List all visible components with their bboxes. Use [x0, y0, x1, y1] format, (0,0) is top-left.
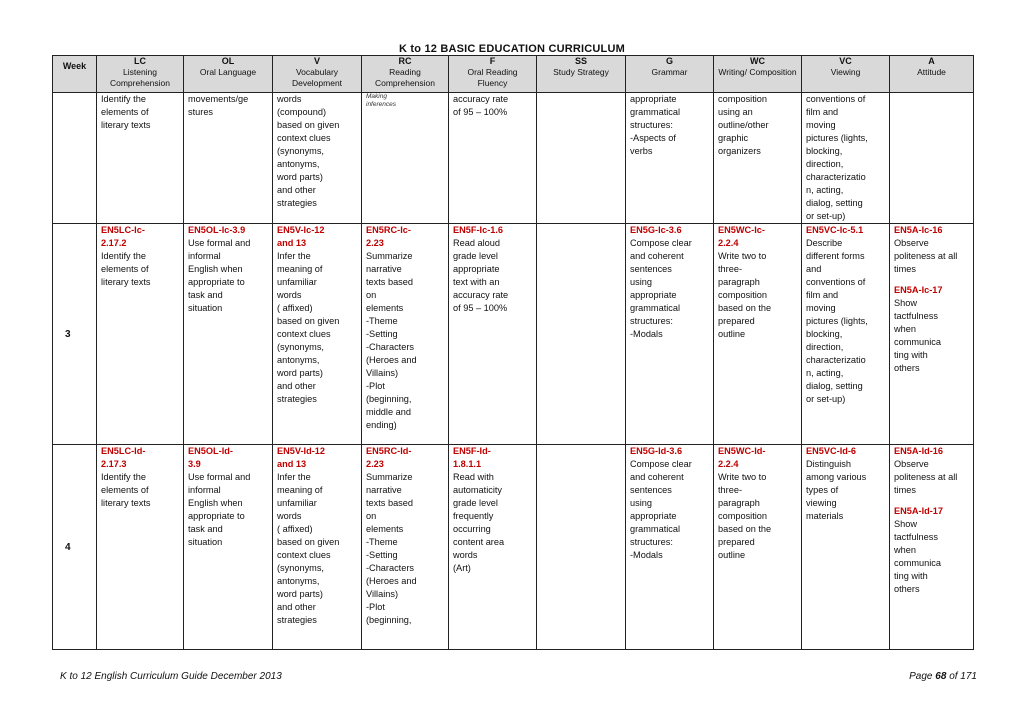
- competency-code: EN5F-Ic-1.6: [453, 225, 504, 235]
- competency-text: Observe: [894, 238, 929, 248]
- cell-text-line: grammatical: [630, 107, 681, 117]
- competency-text: Villains): [366, 589, 398, 599]
- competency-text: grade level: [453, 251, 498, 261]
- competency-text: Identify the: [101, 472, 146, 482]
- competency-text: appropriate: [630, 511, 677, 521]
- competency-text: -Setting: [366, 329, 398, 339]
- competency-code: and 13: [277, 238, 307, 248]
- header-ss: SS Study Strategy: [537, 56, 626, 93]
- competency-text: strategies: [277, 394, 317, 404]
- competency-text: words: [277, 290, 302, 300]
- competency-code: 1.8.1.1: [453, 459, 482, 469]
- competency-text: meaning of: [277, 264, 323, 274]
- competency-code: EN5WC-Id-: [718, 446, 766, 456]
- competency-code: EN5OL-Ic-3.9: [188, 225, 246, 235]
- cell-rc: [362, 224, 449, 445]
- header-row: [53, 56, 974, 93]
- header-g: G Grammar: [626, 56, 714, 93]
- cell-v: [273, 93, 362, 224]
- competency-text: composition: [718, 511, 768, 521]
- competency-text: based on given: [277, 537, 340, 547]
- competency-code: 2.17.2: [101, 238, 127, 248]
- competency-text: (synonyms,: [277, 342, 324, 352]
- competency-text: frequently: [453, 511, 494, 521]
- header-a: A Attitude: [890, 56, 974, 93]
- competency-text: prepared: [718, 316, 755, 326]
- competency-text: structures:: [630, 316, 673, 326]
- competency-text: literary texts: [101, 277, 151, 287]
- competency-text: literary texts: [101, 498, 151, 508]
- cell-text-line: direction,: [806, 159, 844, 169]
- competency-text: Summarize: [366, 251, 413, 261]
- competency-text: paragraph: [718, 498, 760, 508]
- competency-text: Distinguish: [806, 459, 851, 469]
- competency-code: 2.17.3: [101, 459, 127, 469]
- week-number: 3: [53, 224, 97, 445]
- competency-text: Describe: [806, 238, 843, 248]
- header-lc: LC Listening Comprehension: [97, 56, 184, 93]
- cell-text-line: conventions of: [806, 94, 866, 104]
- cell-text-line: graphic: [718, 133, 749, 143]
- competency-code: EN5A-Ic-17: [894, 285, 943, 295]
- cell-vc: [802, 224, 890, 445]
- competency-text: times: [894, 485, 916, 495]
- competency-text: on: [366, 290, 377, 300]
- competency-text: and coherent: [630, 472, 684, 482]
- competency-text: -Characters: [366, 563, 414, 573]
- competency-text: communica: [894, 558, 941, 568]
- header-week: Week: [53, 56, 97, 93]
- competency-text: unfamiliar: [277, 498, 317, 508]
- competency-text: -Theme: [366, 316, 398, 326]
- competency-text: structures:: [630, 537, 673, 547]
- cell-text-line: accuracy rate: [453, 94, 509, 104]
- competency-text: ( affixed): [277, 303, 313, 313]
- table-row-week-3: [53, 224, 974, 445]
- competency-text: word parts): [277, 368, 323, 378]
- cell-ol: [184, 445, 273, 650]
- cell-text-line: moving: [806, 120, 836, 130]
- cell-text-line: words: [277, 94, 302, 104]
- competency-text: words: [453, 550, 478, 560]
- competency-code: 2.23: [366, 459, 384, 469]
- cell-a: [890, 224, 974, 445]
- cell-text-line: inferences: [366, 101, 396, 108]
- document-title: K to 12 BASIC EDUCATION CURRICULUM: [399, 43, 625, 55]
- cell-text-line: pictures (lights,: [806, 133, 868, 143]
- competency-code: EN5RC-Ic-: [366, 225, 411, 235]
- competency-text: -Characters: [366, 342, 414, 352]
- cell-text-line: based on given: [277, 120, 340, 130]
- cell-text-line: outline/other: [718, 120, 769, 130]
- competency-text: Use formal and: [188, 238, 251, 248]
- competency-text: Compose clear: [630, 459, 692, 469]
- week-cell: [53, 93, 97, 224]
- competency-text: Compose clear: [630, 238, 692, 248]
- cell-wc: [714, 93, 802, 224]
- cell-text-line: organizers: [718, 146, 761, 156]
- competency-text: types of: [806, 485, 839, 495]
- cell-text-line: Identify the: [101, 94, 146, 104]
- competency-text: three-: [718, 264, 743, 274]
- footer-guide-title: K to 12 English Curriculum Guide December 2013: [60, 671, 282, 682]
- header-rc: RC Reading Comprehension: [362, 56, 449, 93]
- competency-text: different forms: [806, 251, 865, 261]
- competency-text: accuracy rate: [453, 290, 509, 300]
- competency-text: ting with: [894, 571, 928, 581]
- competency-text: on: [366, 511, 377, 521]
- table-row-week-4: [53, 445, 974, 650]
- competency-text: meaning of: [277, 485, 323, 495]
- header-v: V Vocabulary Development: [273, 56, 362, 93]
- competency-text: prepared: [718, 537, 755, 547]
- competency-text: words: [277, 511, 302, 521]
- competency-text: communica: [894, 337, 941, 347]
- competency-text: and other: [277, 381, 316, 391]
- competency-text: -Modals: [630, 550, 663, 560]
- competency-text: politeness at all: [894, 472, 958, 482]
- competency-text: Summarize: [366, 472, 413, 482]
- competency-code: 2.23: [366, 238, 384, 248]
- competency-code: EN5WC-Ic-: [718, 225, 765, 235]
- competency-text: direction,: [806, 342, 844, 352]
- competency-text: (Art): [453, 563, 471, 573]
- competency-text: elements of: [101, 264, 149, 274]
- cell-text-line: blocking,: [806, 146, 843, 156]
- competency-text: or set-up): [806, 394, 846, 404]
- cell-wc: [714, 445, 802, 650]
- competency-text: composition: [718, 290, 768, 300]
- cell-vc: [802, 445, 890, 650]
- cell-rc: [362, 93, 449, 224]
- competency-text: tactfulness: [894, 311, 938, 321]
- cell-lc: [97, 224, 184, 445]
- cell-text-line: and other: [277, 185, 316, 195]
- cell-a: [890, 93, 974, 224]
- competency-text: others: [894, 584, 920, 594]
- competency-text: dialog, setting: [806, 381, 863, 391]
- competency-text: Write two to: [718, 251, 767, 261]
- curriculum-table: [52, 55, 974, 650]
- competency-text: based on the: [718, 303, 772, 313]
- page-prefix: Page: [909, 671, 933, 682]
- competency-text: (synonyms,: [277, 563, 324, 573]
- competency-code: EN5G-Id-3.6: [630, 446, 683, 456]
- competency-text: outline: [718, 329, 746, 339]
- competency-text: English when: [188, 498, 243, 508]
- competency-code: EN5V-Ic-12: [277, 225, 325, 235]
- cell-text-line: movements/ge: [188, 94, 249, 104]
- competency-text: text with an: [453, 277, 500, 287]
- competency-code: EN5A-Id-16: [894, 446, 944, 456]
- competency-text: texts based: [366, 498, 413, 508]
- cell-ss: [537, 224, 626, 445]
- competency-text: when: [894, 324, 916, 334]
- competency-text: word parts): [277, 589, 323, 599]
- competency-code: EN5VC-Ic-5.1: [806, 225, 864, 235]
- competency-text: Identify the: [101, 251, 146, 261]
- competency-text: occurring: [453, 524, 491, 534]
- cell-a: [890, 445, 974, 650]
- competency-text: -Plot: [366, 602, 385, 612]
- competency-text: appropriate to: [188, 511, 245, 521]
- cell-rc: [362, 445, 449, 650]
- competency-code: 2.2.4: [718, 238, 739, 248]
- competency-code: EN5F-Id-: [453, 446, 491, 456]
- competency-text: context clues: [277, 329, 331, 339]
- competency-text: Read aloud: [453, 238, 500, 248]
- competency-text: antonyms,: [277, 576, 320, 586]
- competency-text: film and: [806, 290, 839, 300]
- header-wc: WC Writing/ Composition: [714, 56, 802, 93]
- competency-code: EN5A-Id-17: [894, 506, 944, 516]
- competency-text: sentences: [630, 264, 672, 274]
- competency-text: Villains): [366, 368, 398, 378]
- competency-text: using: [630, 277, 652, 287]
- cell-text-line: of 95 – 100%: [453, 107, 508, 117]
- cell-text-line: context clues: [277, 133, 331, 143]
- competency-text: ting with: [894, 350, 928, 360]
- competency-text: Use formal and: [188, 472, 251, 482]
- competency-text: situation: [188, 537, 223, 547]
- cell-v: [273, 445, 362, 650]
- competency-code: EN5VC-Id-6: [806, 446, 857, 456]
- competency-code: EN5OL-Id-: [188, 446, 233, 456]
- competency-text: moving: [806, 303, 836, 313]
- header-f: F Oral Reading Fluency: [449, 56, 537, 93]
- cell-ol: [184, 224, 273, 445]
- cell-text-line: Making: [366, 93, 387, 100]
- competency-text: materials: [806, 511, 844, 521]
- competency-text: when: [894, 545, 916, 555]
- competency-text: Show: [894, 298, 917, 308]
- competency-code: EN5A-Ic-16: [894, 225, 943, 235]
- footer-page-number: [909, 671, 977, 682]
- cell-text-line: composition: [718, 94, 768, 104]
- competency-text: pictures (lights,: [806, 316, 868, 326]
- competency-text: ( affixed): [277, 524, 313, 534]
- competency-text: context clues: [277, 550, 331, 560]
- competency-code: 3.9: [188, 459, 201, 469]
- competency-text: task and: [188, 524, 223, 534]
- cell-ss: [537, 93, 626, 224]
- competency-text: blocking,: [806, 329, 843, 339]
- competency-text: paragraph: [718, 277, 760, 287]
- cell-lc: [97, 445, 184, 650]
- table-row-continued: [53, 93, 974, 224]
- competency-text: conventions of: [806, 277, 866, 287]
- competency-text: appropriate: [630, 290, 677, 300]
- cell-text-line: verbs: [630, 146, 653, 156]
- competency-text: narrative: [366, 485, 402, 495]
- cell-text-line: n, acting,: [806, 185, 844, 195]
- competency-code: EN5V-Id-12: [277, 446, 325, 456]
- cell-text-line: characterizatio: [806, 172, 866, 182]
- competency-text: appropriate: [453, 264, 500, 274]
- competency-text: Show: [894, 519, 917, 529]
- current-page: 68: [935, 671, 947, 682]
- competency-code: and 13: [277, 459, 307, 469]
- competency-text: informal: [188, 485, 221, 495]
- competency-text: English when: [188, 264, 243, 274]
- cell-ss: [537, 445, 626, 650]
- competency-text: -Modals: [630, 329, 663, 339]
- cell-text-line: strategies: [277, 198, 317, 208]
- cell-text-line: -Aspects of: [630, 133, 676, 143]
- competency-text: (beginning,: [366, 394, 412, 404]
- cell-ol: [184, 93, 273, 224]
- header-ol: OL Oral Language: [184, 56, 273, 93]
- competency-text: outline: [718, 550, 746, 560]
- cell-g: [626, 445, 714, 650]
- competency-text: unfamiliar: [277, 277, 317, 287]
- competency-code: EN5LC-Id-: [101, 446, 146, 456]
- cell-text-line: appropriate: [630, 94, 677, 104]
- competency-text: others: [894, 363, 920, 373]
- competency-text: using: [630, 498, 652, 508]
- competency-text: strategies: [277, 615, 317, 625]
- competency-text: of 95 – 100%: [453, 303, 508, 313]
- cell-text-line: word parts): [277, 172, 323, 182]
- competency-code: 2.2.4: [718, 459, 739, 469]
- competency-text: and other: [277, 602, 316, 612]
- cell-text-line: using an: [718, 107, 753, 117]
- competency-text: politeness at all: [894, 251, 958, 261]
- competency-text: Read with: [453, 472, 494, 482]
- competency-text: Infer the: [277, 251, 311, 261]
- cell-text-line: (compound): [277, 107, 327, 117]
- cell-text-line: structures:: [630, 120, 673, 130]
- cell-text-line: antonyms,: [277, 159, 320, 169]
- cell-f: [449, 224, 537, 445]
- competency-text: among various: [806, 472, 867, 482]
- cell-g: [626, 224, 714, 445]
- competency-text: Observe: [894, 459, 929, 469]
- competency-text: and coherent: [630, 251, 684, 261]
- competency-text: and: [806, 264, 822, 274]
- competency-code: EN5G-Ic-3.6: [630, 225, 682, 235]
- competency-text: tactfulness: [894, 532, 938, 542]
- competency-text: viewing: [806, 498, 837, 508]
- cell-text-line: (synonyms,: [277, 146, 324, 156]
- competency-text: middle and: [366, 407, 411, 417]
- competency-text: n, acting,: [806, 368, 844, 378]
- competency-text: elements of: [101, 485, 149, 495]
- cell-f: [449, 445, 537, 650]
- competency-text: Write two to: [718, 472, 767, 482]
- competency-text: ending): [366, 420, 397, 430]
- competency-text: appropriate to: [188, 277, 245, 287]
- competency-text: sentences: [630, 485, 672, 495]
- competency-text: elements: [366, 524, 404, 534]
- competency-text: three-: [718, 485, 743, 495]
- header-vc: VC Viewing: [802, 56, 890, 93]
- competency-text: informal: [188, 251, 221, 261]
- competency-text: situation: [188, 303, 223, 313]
- week-number: 4: [53, 445, 97, 650]
- competency-text: (Heroes and: [366, 576, 417, 586]
- competency-text: grammatical: [630, 303, 681, 313]
- competency-text: -Plot: [366, 381, 385, 391]
- competency-text: antonyms,: [277, 355, 320, 365]
- competency-text: (beginning,: [366, 615, 412, 625]
- competency-text: -Setting: [366, 550, 398, 560]
- cell-lc: [97, 93, 184, 224]
- competency-text: (Heroes and: [366, 355, 417, 365]
- cell-text-line: literary texts: [101, 120, 151, 130]
- cell-g: [626, 93, 714, 224]
- competency-code: EN5RC-Id-: [366, 446, 412, 456]
- cell-vc: [802, 93, 890, 224]
- competency-text: based on given: [277, 316, 340, 326]
- cell-text-line: stures: [188, 107, 214, 117]
- cell-text-line: dialog, setting: [806, 198, 863, 208]
- competency-text: narrative: [366, 264, 402, 274]
- competency-text: characterizatio: [806, 355, 866, 365]
- competency-text: task and: [188, 290, 223, 300]
- competency-text: grammatical: [630, 524, 681, 534]
- cell-wc: [714, 224, 802, 445]
- competency-text: content area: [453, 537, 505, 547]
- competency-text: texts based: [366, 277, 413, 287]
- cell-text-line: or set-up): [806, 211, 846, 221]
- competency-text: automaticity: [453, 485, 503, 495]
- cell-f: [449, 93, 537, 224]
- cell-text-line: elements of: [101, 107, 149, 117]
- page-total: of 171: [949, 671, 977, 682]
- competency-text: times: [894, 264, 916, 274]
- competency-text: grade level: [453, 498, 498, 508]
- cell-text-line: film and: [806, 107, 839, 117]
- competency-text: elements: [366, 303, 404, 313]
- competency-text: based on the: [718, 524, 772, 534]
- cell-v: [273, 224, 362, 445]
- competency-text: -Theme: [366, 537, 398, 547]
- competency-text: Infer the: [277, 472, 311, 482]
- competency-code: EN5LC-Ic-: [101, 225, 145, 235]
